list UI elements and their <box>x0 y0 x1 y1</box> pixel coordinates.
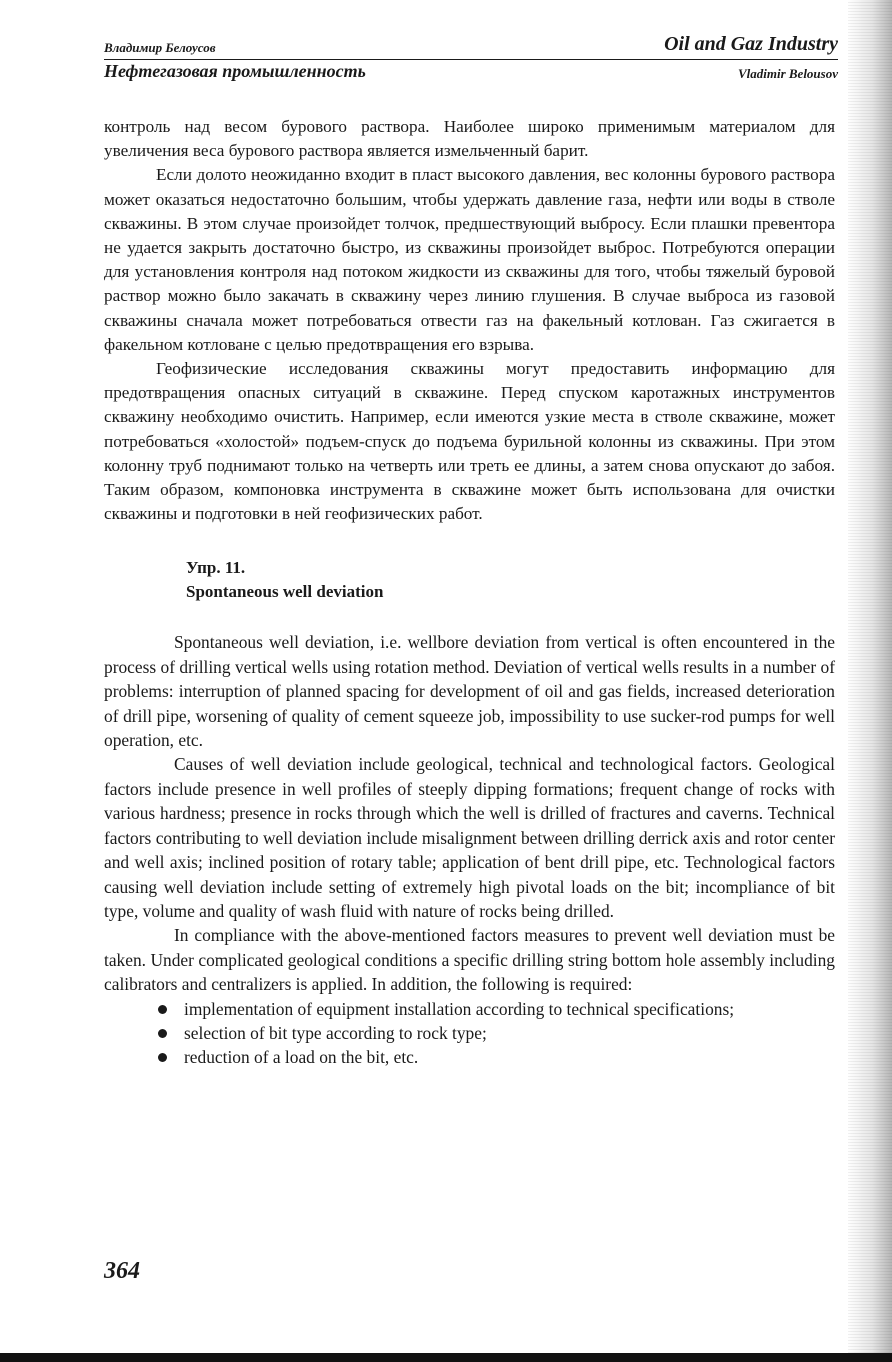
header-title-ru: Нефтегазовая промышленность <box>104 61 366 81</box>
exercise-number: Упр. 11. <box>186 558 246 578</box>
bullet-icon <box>158 1029 167 1038</box>
en-paragraph-1: Spontaneous well deviation, i.e. wellbore deviation from vertical is often encountered in the process of drilling vertical wells using rotation method. Deviation of vertical wells results in a number of problems: interruption of planned spacing for development of oil and gas fields, increased deterioration of drill pipe, worsening of quality of cement squeeze job, impossibility to use sucker-rod pumps for well operation, etc. <box>104 632 835 751</box>
en-paragraph-2: Causes of well deviation include geological, technical and technological factors. Geological factors include presence in well profiles of steeply dipping formations; frequent change of rocks with various hardness; presence in rocks through which the well is drilled of fractures and caverns. Technical factors contributing to well deviation include misalignment between drilling derrick axis and rotor center and well axis; inclined position of rotary table; application of bent drill pipe, etc. Technological factors causing well deviation include setting of extremely high pivotal loads on the bit; incompliance of bit type, volume and quality of wash fluid with nature of rocks being drilled. <box>104 754 835 921</box>
running-header <box>104 30 838 90</box>
bullet-icon <box>158 1005 167 1014</box>
header-title-en: Oil and Gaz Industry <box>664 33 838 55</box>
bullet-icon <box>158 1053 167 1062</box>
ru-paragraph-3: Геофизические исследования скважины могут предоставить информацию для предотвращения опасных ситуаций в скважине. Перед спуском каротажных инструментов скважину необходимо очистить. Например, если имеются узкие места в стволе скважине, может потребоваться «холостой» подъем-спуск до подъема бурильной колонны из скважины. При этом колонну труб поднимают только на четверть или треть ее длины, а затем снова опускают до забоя. Таким образом, компоновка инструмента в скважине может быть использована для очистки скважины и подготовки в ней геофизических работ. <box>104 359 835 524</box>
list-item-text: reduction of a load on the bit, etc. <box>184 1047 419 1068</box>
header-row-bottom <box>104 60 838 84</box>
header-row-top <box>104 34 838 58</box>
scan-bottom-border <box>0 1353 892 1362</box>
scan-shadow-edge <box>848 0 892 1362</box>
ru-paragraph-1: контроль над весом бурового раствора. Наиболее широко применимым материалом для увеличения веса бурового раствора является измельченный барит. <box>104 117 835 161</box>
ru-paragraph-2: Если долото неожиданно входит в пласт высокого давления, вес колонны бурового раствора может оказаться недостаточно большим, чтобы удержать давление газа, нефти или воды в стволе скважины. В этом случае произойдет толчок, предшествующий выбросу. Если плашки превентора не удается закрыть достаточно быстро, из скважины произойдет выброс. Потребуются операции для установления контроля над потоком жидкости из скважины для того, чтобы тяжелый буровой раствор можно было закачать в скважину через линию глушения. В случае выброса из газовой скважины сначала может потребоваться отвести газ на факельный котлован. Газ сжигается в факельном котловане с целью предотвращения его взрыва. <box>104 165 835 354</box>
list-item <box>158 997 835 1021</box>
header-author-ru: Владимир Белоусов <box>104 40 216 55</box>
list-item <box>158 1045 835 1069</box>
header-author-en: Vladimir Belousov <box>737 66 838 81</box>
list-item-text: implementation of equipment installation according to technical specifications; <box>184 998 735 1019</box>
page-body <box>104 115 835 1070</box>
list-item <box>158 1021 835 1045</box>
exercise-heading <box>186 556 835 604</box>
exercise-title: Spontaneous well deviation <box>186 582 384 602</box>
english-text <box>104 630 835 1069</box>
en-paragraph-3: In compliance with the above-mentioned factors measures to prevent well deviation must be taken. Under complicated geological conditions a specific drilling string bottom hole assembly including calibrators and centralizers is applied. In addition, the following is required: <box>104 925 835 995</box>
list-item-text: selection of bit type according to rock type; <box>184 1022 487 1043</box>
requirements-list <box>104 997 835 1070</box>
page-number: 364 <box>104 1258 140 1284</box>
